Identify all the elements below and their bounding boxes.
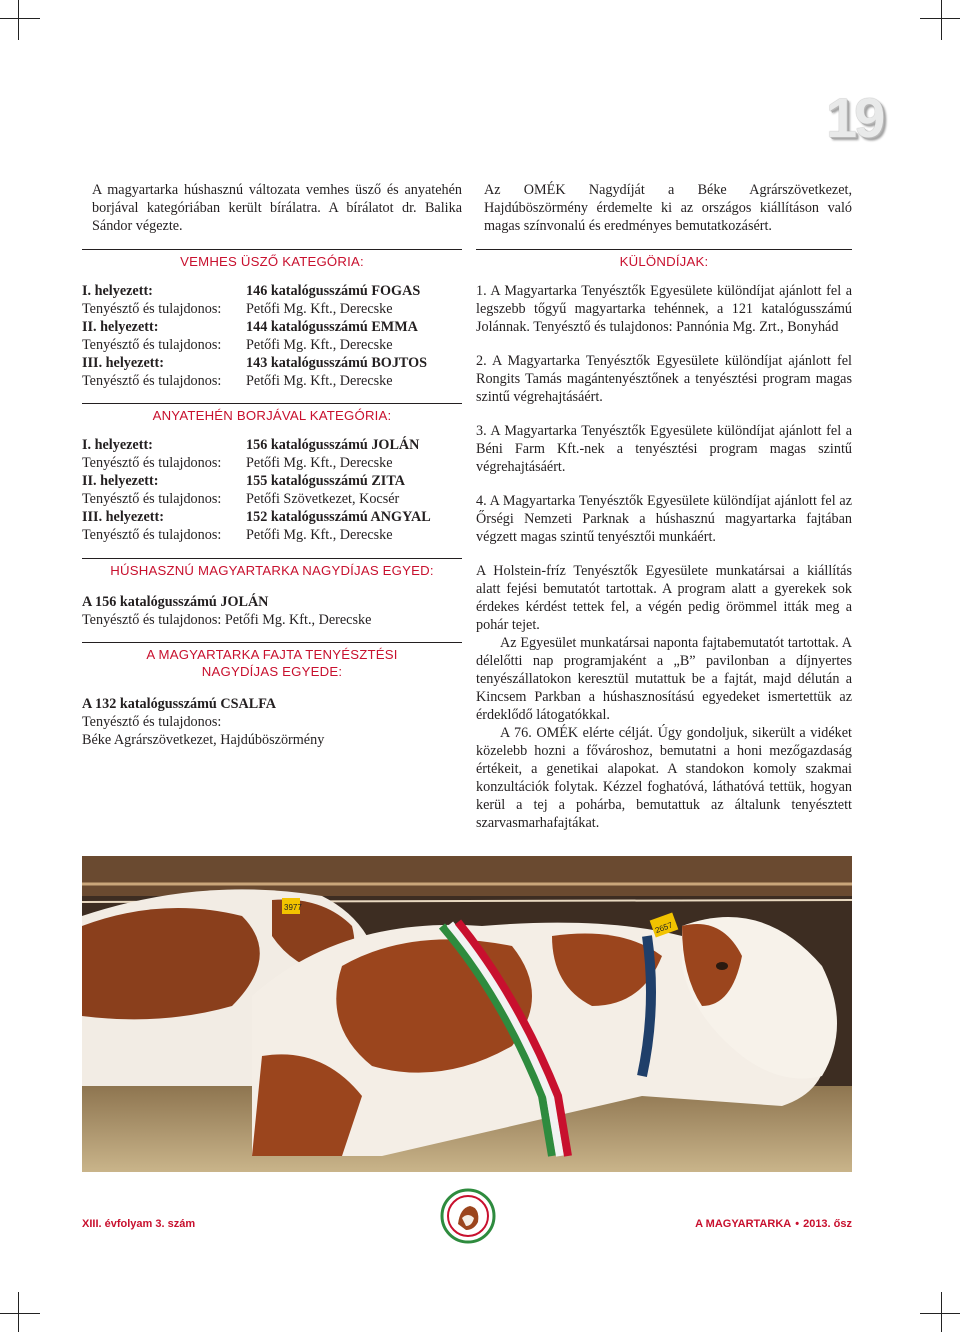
result-label: III. helyezett: [82,355,164,371]
result-value: 152 katalógusszámú ANGYAL [246,509,431,525]
result-value: Petőfi Szövetkezet, Kocsér [246,491,400,507]
cattle-illustration [82,856,852,1172]
footer-title: A MAGYARTARKA [695,1218,792,1230]
right-column [476,181,852,832]
left-column [82,181,462,749]
result-value: Petőfi Mg. Kft., Derecske [246,337,393,353]
results-anyatehen [82,436,462,544]
section-rule [82,558,462,559]
page-number: 19 [826,86,883,149]
award-item-1: 1. A Magyartarka Tenyésztők Egyesülete különdíjat ajánlott fel a legszebb tőgyű magyartarka tehénnek, a 121 katalógusszámú Jolánnak. Tenyésztő és tulajdonos: Pannónia Mg. Zrt., Bonyhád [476,283,852,335]
section-rule [82,403,462,404]
result-label: I. helyezett: [82,437,153,453]
section-heading-anyatehen: ANYATEHÉN BORJÁVAL KATEGÓRIA: [152,408,392,423]
fajta-winner-name: A 132 katalógusszámú CSALFA [82,696,277,712]
award-item-2: 2. A Magyartarka Tenyésztők Egyesülete különdíjat ajánlott fel Rongits Tamás magántenyésztőnek a tenyésztési program magas szintű végrehajtásáért. [476,353,852,405]
section-heading-fajta-2: NAGYDÍJAS EGYEDE: [201,664,343,679]
body-paragraph-1: A Holstein-fríz Tenyésztők Egyesülete munkatársai a kiállítás alatt fejési bemutatót tartottak. A program alatt a gyerekek sok érdekes kérdést tettek fel, a végén pedig örömmel itták meg a pohár tejet. [476,563,852,633]
section-rule [476,249,852,250]
magyartarka-logo-icon [440,1188,496,1244]
result-label: Tenyésztő és tulajdonos: [82,373,222,389]
result-label: II. helyezett: [82,473,159,489]
footer-publication [695,1218,852,1230]
crop-mark [0,18,40,19]
ear-tag-number: 3977 [284,903,302,912]
result-value: Petőfi Mg. Kft., Derecske [246,527,393,543]
crop-mark [920,1313,960,1314]
body-paragraph-3: A 76. OMÉK elérte célját. Úgy gondoljuk, sikerült a vidéket közelebb hozni a fővároshoz, bemutatni a honi mezőgazdaság értékeit, a genetikai alapokat. A standokon komoly szakmai konzultációk folytak. Kézzel foghatóvá, láthatóvá tettük, hogyan kerül a tej a pohárba, bemutattuk az általunk tenyésztett szarvasmarhafajtákat. [476,725,852,831]
winner-name: A 156 katalógusszámú JOLÁN [82,594,269,610]
result-value: Petőfi Mg. Kft., Derecske [246,373,393,389]
ear-tag-number: 2657 [653,920,674,935]
section-rule [82,249,462,250]
result-label: Tenyésztő és tulajdonos: [82,527,222,543]
result-label: Tenyésztő és tulajdonos: [82,337,222,353]
crop-mark [18,1292,19,1332]
section-rule [82,642,462,643]
section-heading-vemhes: VEMHES ÜSZŐ KATEGÓRIA: [180,254,364,269]
fajta-winner-owner-label: Tenyésztő és tulajdonos: [82,714,222,730]
crop-mark [920,18,960,19]
result-label: Tenyésztő és tulajdonos: [82,455,222,471]
result-value: 156 katalógusszámú JOLÁN [246,437,420,453]
result-label: II. helyezett: [82,319,159,335]
crop-mark [941,0,942,40]
crop-mark [941,1292,942,1332]
fajta-winner-owner: Béke Agrárszövetkezet, Hajdúböszörmény [82,732,325,748]
award-item-4: 4. A Magyartarka Tenyésztők Egyesülete különdíjat ajánlott fel az Őrségi Nemzeti Parknak a húshasznú magyartarka fajtában végzett magas szintű tenyésztői munkáért. [476,493,852,545]
result-value: 143 katalógusszámú BOJTOS [246,355,428,371]
result-value: Petőfi Mg. Kft., Derecske [246,301,393,317]
section-heading-fajta: A MAGYARTARKA FAJTA TENYÉSZTÉSI [146,647,398,662]
cattle-photo [82,856,852,1172]
right-intro-paragraph: Az OMÉK Nagydíját a Béke Agrárszövetkezet, Hajdúböszörmény érdemelte ki az országos kiállításon való magas színvonalú és eredményes bemutatkozásért. [484,182,852,234]
winner-owner: Tenyésztő és tulajdonos: Petőfi Mg. Kft., Derecske [82,612,372,628]
award-item-3: 3. A Magyartarka Tenyésztők Egyesülete különdíjat ajánlott fel a Béni Farm Kft.-nek a tenyésztési program magas szintű végrehajtásáért. [476,423,852,475]
result-value: 146 katalógusszámú FOGAS [246,283,421,299]
crop-mark [18,0,19,40]
result-label: I. helyezett: [82,283,153,299]
footer-date: 2013. ősz [803,1218,852,1230]
result-value: 144 katalógusszámú EMMA [246,319,418,335]
footer-issue: XIII. évfolyam 3. szám [82,1218,196,1230]
results-vemhes [82,282,462,390]
intro-paragraph: A magyartarka húshasznú változata vemhes üsző és anyatehén borjával kategóriában került bírálatra. A bírálatot dr. Balika Sándor végezte. [92,182,462,234]
body-paragraph-2: Az Egyesület munkatársai naponta fajtabemutatót tartottak. A délelőtti nap programjaként a „B” pavilonban a díjnyertes tenyészállatokon keresztül mutattuk be a fajtát, majd délután a Kincsem Parkban a húshasznosítású egyedeket ismertettük az érdeklődő látogatókkal. [476,635,852,723]
result-label: III. helyezett: [82,509,164,525]
section-heading-nagydijas: HÚSHASZNÚ MAGYARTARKA NAGYDÍJAS EGYED: [110,563,434,578]
crop-mark [0,1313,40,1314]
result-label: Tenyésztő és tulajdonos: [82,301,222,317]
footer-bullet: • [795,1218,800,1230]
result-value: 155 katalógusszámú ZITA [246,473,405,489]
section-heading-kulondijak: KÜLÖNDÍJAK: [619,254,709,269]
result-value: Petőfi Mg. Kft., Derecske [246,455,393,471]
result-label: Tenyésztő és tulajdonos: [82,491,222,507]
